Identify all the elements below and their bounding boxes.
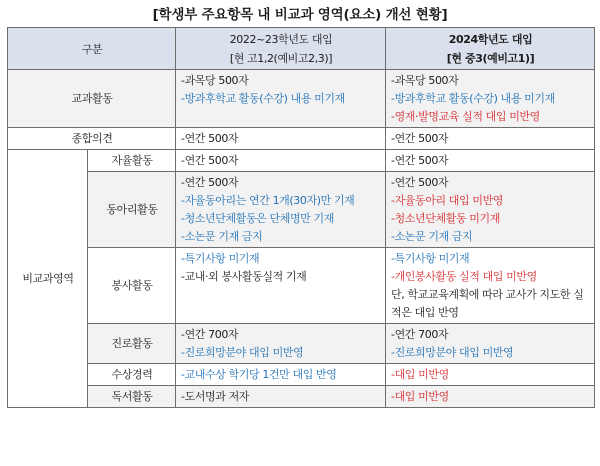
cell-old: [176, 128, 386, 150]
cell-line: -연간 500자: [391, 176, 449, 189]
cell-new: [386, 128, 595, 150]
row-jayul: [8, 150, 595, 172]
cell-line: -소논문 기재 금지: [181, 230, 263, 243]
cell-line: -소논문 기재 금지: [391, 230, 473, 243]
cell-line: -연간 700자: [391, 328, 449, 341]
row-susang: [8, 364, 595, 386]
row-label: 수상경력: [88, 364, 176, 386]
cell-old: [176, 248, 386, 324]
cell-line: -대입 미반영: [391, 390, 449, 403]
header-2022: [176, 28, 386, 70]
row-label: 동아리활동: [88, 172, 176, 248]
cell-line: -개인봉사활동 실적 대입 미반영: [391, 270, 537, 283]
cell-line: 단, 학교교육계획에 따라 교사가 지도한 실적은 대입 반영: [391, 288, 584, 319]
row-jonghap: [8, 128, 595, 150]
cell-old: [176, 324, 386, 364]
row-label: 자율활동: [88, 150, 176, 172]
cell-new: [386, 70, 595, 128]
cell-line: -연간 500자: [181, 132, 239, 145]
bigyogwa-label: 비교과영역: [8, 150, 88, 408]
cell-line: -대입 미반영: [391, 368, 449, 381]
header-2022-line1: 2022~23학년도 대입: [229, 33, 333, 46]
cell-line: -청소년단체활동 미기재: [391, 212, 500, 225]
row-jinro: [8, 324, 595, 364]
cell-line: -연간 500자: [391, 154, 449, 167]
cell-line: -방과후학교 활동(수강) 내용 미기재: [391, 92, 555, 105]
header-2022-line2: [현 고1,2(예비고2,3)]: [229, 52, 333, 65]
row-label: 독서활동: [88, 386, 176, 408]
cell-old: [176, 386, 386, 408]
cell-new: [386, 248, 595, 324]
header-2024-line1: 2024학년도 대입: [448, 33, 533, 46]
cell-new: [386, 386, 595, 408]
cell-line: -청소년단체활동은 단체명만 기재: [181, 212, 334, 225]
row-label: 교과활동: [8, 70, 176, 128]
header-row: [8, 28, 595, 70]
header-2024-line2: [현 중3(예비고1)]: [446, 52, 535, 65]
cell-line: -특기사항 미기재: [391, 252, 470, 265]
cell-line: -교내수상 학기당 1건만 대입 반영: [181, 368, 337, 381]
row-dongari: [8, 172, 595, 248]
cell-line: -자율동아리는 연간 1개(30자)만 기재: [181, 194, 355, 207]
row-label: 봉사활동: [88, 248, 176, 324]
cell-line: -자율동아리 대입 미반영: [391, 194, 504, 207]
row-label: 진로활동: [88, 324, 176, 364]
cell-line: -연간 500자: [391, 132, 449, 145]
row-gyogwa: [8, 70, 595, 128]
header-category: 구분: [8, 28, 176, 70]
cell-line: -진로희망분야 대입 미반영: [391, 346, 514, 359]
cell-line: -교내·외 봉사활동실적 기재: [181, 270, 307, 283]
cell-line: -연간 500자: [181, 154, 239, 167]
table-title: [학생부 주요항목 내 비교과 영역(요소) 개선 현황]: [152, 7, 448, 23]
cell-line: -연간 700자: [181, 328, 239, 341]
cell-new: [386, 172, 595, 248]
cell-old: [176, 150, 386, 172]
cell-line: -영재·발명교육 실적 대입 미반영: [391, 110, 540, 123]
row-dokseo: [8, 386, 595, 408]
row-bongsa: [8, 248, 595, 324]
row-label: 종합의견: [8, 128, 176, 150]
cell-line: -방과후학교 활동(수강) 내용 미기재: [181, 92, 345, 105]
cell-old: [176, 70, 386, 128]
cell-line: -특기사항 미기재: [181, 252, 260, 265]
cell-line: -과목당 500자: [181, 74, 249, 87]
cell-line: -연간 500자: [181, 176, 239, 189]
comparison-table: [7, 27, 595, 408]
cell-new: [386, 364, 595, 386]
cell-line: -진로희망분야 대입 미반영: [181, 346, 304, 359]
cell-old: [176, 364, 386, 386]
cell-line: -과목당 500자: [391, 74, 459, 87]
cell-new: [386, 150, 595, 172]
cell-old: [176, 172, 386, 248]
cell-new: [386, 324, 595, 364]
cell-line: -도서명과 저자: [181, 390, 250, 403]
header-2024: [386, 28, 595, 70]
